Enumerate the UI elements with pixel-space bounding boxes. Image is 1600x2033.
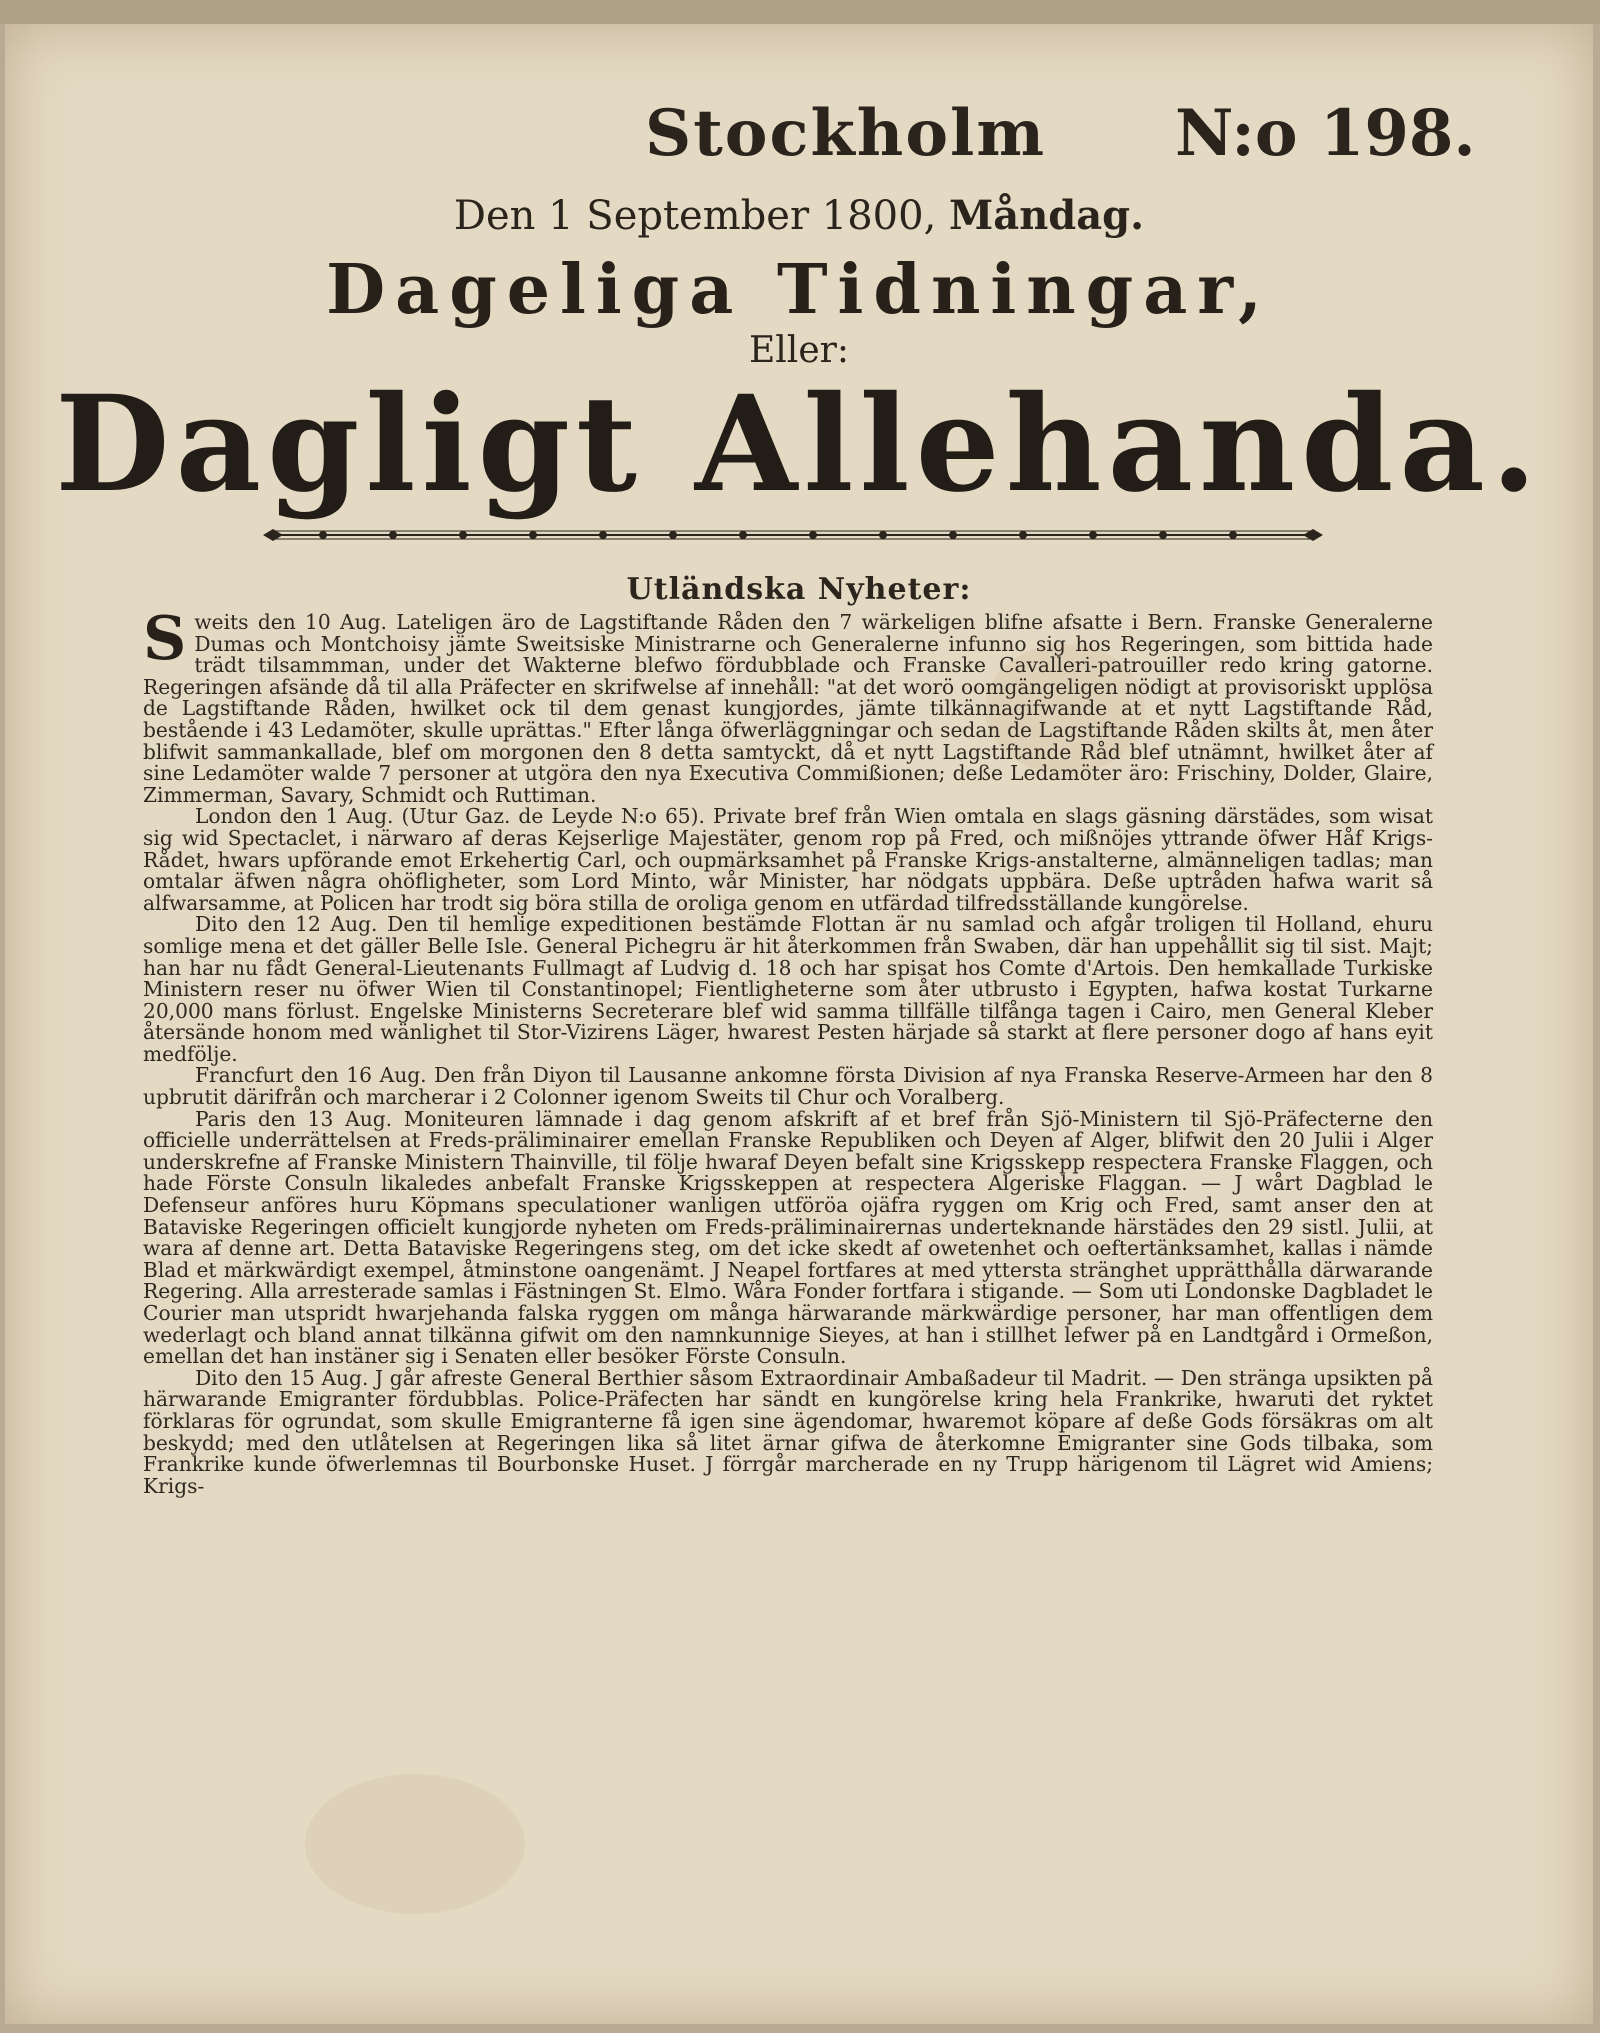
news-paragraph: Dito den 15 Aug. J går afreste General Berthier såsom Extraordinair Ambaßadeur til Madrit. — Den stränga upsikten på härwarande Emigranter fördubblas. Police-Präfecten har sändt en kungörelse kring hela Frankrike, hwaruti det ryktet förklaras för ogrundat, som skulle Emigranterne få igen sine ägendomar, hwaremot köpare af deße Gods försäkras om alt beskydd; med den utlåtelsen at Regeringen lika så litet ärnar gifwa de återkomne Emigranter sine Gods tilbaka, som Frankrike kunde öfwerlemnas til Bourbonske Huset. J förrgår marcherade en ny Trupp härigenom til Lägret wid Amiens; Krigs-	[143, 1365, 1433, 1498]
article-body	[143, 604, 1433, 1498]
news-paragraph: Paris den 13 Aug. Moniteuren lämnade i dag genom afskrift af et bref från Sjö-Ministern til Sjö-Präfecterne den officielle underrättelsen at Freds-präliminairer emellan Franske Republiken och Deyen af Alger, blifwit den 20 Julii i Alger underskrefne af Franske Ministern Thainville, til följe hwaraf Deyen befalt sine Krigsskepp respectera Franske Flaggen, och hade Förste Consuln likaledes anbefalt Franske Krigsskeppen at respectera Algeriske Flaggan. — J wårt Dagblad le Defenseur anföres huru Köpmans speculationer wanligen utföröa ojäfra ryggen om Krig och Fred, samt anser den at Bataviske Regeringen officielt kungjorde nyheten om Freds-präliminairernas underteknande härstädes den 29 sistl. Julii, at wara af denne art. Detta Bataviske Regeringens steg, om det icke skedt af owetenhet och oeftertänksamhet, kallas i nämde Blad et märkwärdigt exempel, åtminstone oangenämt. J Neapel fortfares at med yttersta stränghet upprätthålla därwarande Regering. Alla arresterade samlas i Fästningen St. Elmo. Wåra Fonder fortfara i stigande. — Som uti Londonske Dagbladet le Courier man utspridt hwarjehanda falska ryggen om många härwarande märkwärdige personer, har man offentligen dem wederlagt och bland annat tilkänna gifwit om den namnkunnige Sieyes, at han i stillhet lefwer på en Landtgård i Ormeßon, emellan det han instäner sig i Senaten eller besöker Förste Consuln.	[143, 1106, 1433, 1369]
newspaper-page	[5, 24, 1593, 2024]
news-paragraph: Dito den 12 Aug. Den til hemlige expeditionen bestämde Flottan är nu samlad och afgår troligen til Holland, ehuru somlige mena et det gäller Belle Isle. General Pichegru är hit återkommen från Swaben, där han uppehållit sig til sist. Majt; han har nu fådt General-Lieutenants Fullmagt af Ludvig d. 18 och har spisat hos Comte d'Artois. Den hemkallade Turkiske Ministern reser nu öfwer Wien til Constantinopel; Fientligheterne som åter utbrusto i Egypten, hafwa kostat Turkarne 20,000 mans förlust. Engelske Ministerns Secreterare blef wid samma tillfälle tilfånga tagen i Cairo, men General Kleber återsände honom med wänlighet til Stor-Vizirens Läger, hwarest Pesten härjade så starkt at flere personer dogo af hans eyit medfölje.	[143, 912, 1433, 1066]
date-text: Den 1 September 1800,	[453, 193, 937, 239]
city-name: Stockholm	[645, 96, 1047, 171]
dateline	[5, 192, 1593, 239]
masthead-top-line	[5, 96, 1593, 186]
drop-cap: S	[143, 604, 187, 674]
news-paragraph: Francfurt den 16 Aug. Den från Diyon til Lausanne ankomne första Division af nya Franska Reserve-Armeen har den 8 upbrutit därifrån och marcherar i 2 Colonner igenom Sweits til Chur och Voralberg.	[143, 1063, 1433, 1110]
news-paragraph: London den 1 Aug. (Utur Gaz. de Leyde N:o 65). Private bref från Wien omtala en slags gäsning därstädes, som wisat sig wid Spectaclet, i närwaro af deras Kejserlige Majestäter, genom rop på Fred, och mißnöjes yttrande öfwer Håf Krigs-Rådet, hwars upförande emot Erkehertig Carl, och oupmärksamhet på Franske Krigs-anstalterne, almänneligen tadlas; man omtalar äfwen några ohöfligheter, som Lord Minto, wår Minister, har nödgats uppbära. Deße uptråden hafwa warit så alfwarsamme, at Policen har trodt sig böra stilla de oroliga genom en utfärdad tilfredsställande kungörelse.	[143, 804, 1433, 915]
news-paragraph	[143, 604, 1433, 807]
issue-number: N:o 198.	[1175, 96, 1476, 171]
newspaper-title: Dagligt Allehanda.	[55, 367, 1543, 522]
section-heading: Utländska Nyheter:	[626, 572, 972, 607]
title-line-1: Dageliga Tidningar,	[326, 250, 1272, 330]
title-connector: Eller:	[749, 330, 849, 371]
ornamental-rule	[263, 521, 1323, 549]
paper-stain	[305, 1774, 525, 1914]
scan-border	[0, 0, 1600, 24]
weekday: Måndag.	[949, 192, 1145, 239]
paragraph-text: weits den 10 Aug. Lateligen äro de Lagstiftande Råden den 7 wärkeligen blifne afsatte i Bern. Franske Generalerne Dumas och Montchoisy jämte Sweitsiske Ministrarne och Generalerne infunno sig hos Regeringen, som bittida hade trädt tilsammman, under det Wakterne blefwo fördubblade och Franske Cavalleri-patrouiller redo kring gatorne. Regeringen afsände då til alla Präfecter en skrifwelse af innehåll: "at det worö oomgängeligen nödigt at provisoriskt upplösa de Lagstiftande Råden, hwilket ock til dem genast kungjordes, jämte tilkännagifwande at et nytt Lagstiftande Råd, bestående i 43 Ledamöter, skulle uprättas." Efter långa öfwerläggningar och sedan de Lagstiftande Råden skilts åt, men åter blifwit sammankallade, blef om morgonen den 8 detta samtyckt, då et nytt Lagstiftande Råd blef utnämnt, hwilket åter af sine Ledamöter walde 7 personer at utgöra den nya Executiva Commißionen; deße Ledamöter äro: Frischiny, Dolder, Glaire, Zimmerman, Savary, Schmidt och Ruttiman.	[143, 610, 1433, 807]
